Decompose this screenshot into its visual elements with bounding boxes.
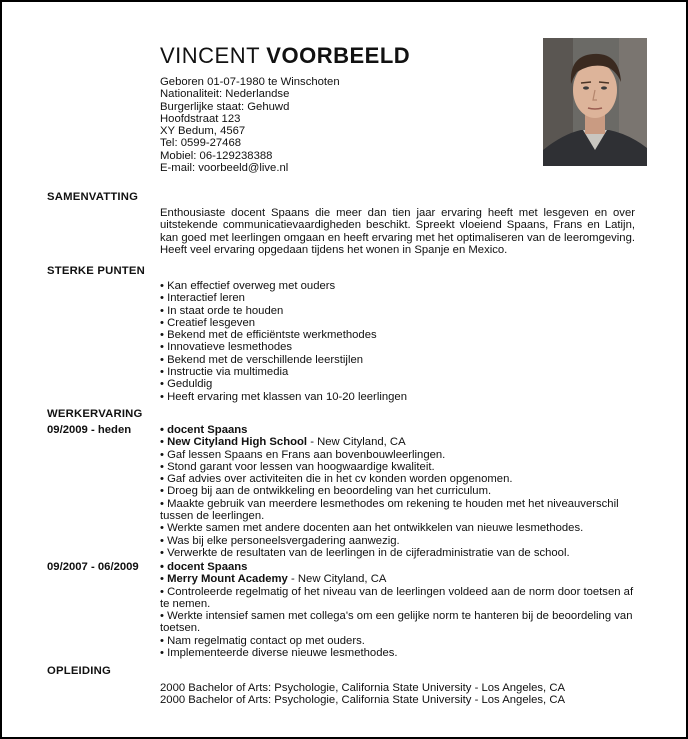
company-location: - New Cityland, CA bbox=[307, 436, 406, 449]
list-item: • Geduldig bbox=[160, 378, 635, 390]
company-location: - New Cityland, CA bbox=[287, 573, 387, 586]
list-item: • Stond garant voor lessen van hoogwaardige kwaliteit. bbox=[160, 461, 635, 473]
summary-text: Enthousiaste docent Spaans die meer dan tien jaar ervaring heeft met lesgeven en over uitstekende communicatievaardigheden beschikt. Spreekt vloeiend Spaans, Frans en Latijn, kan goed met leerlingen omgaan en heeft ervaring met het optimaliseren van de leeromgeving. Heeft veel ervaring opgedaan tijdens het wonen in Spanje en Mexico. bbox=[160, 207, 635, 256]
postal-city: XY Bedum, 4567 bbox=[160, 125, 246, 138]
last-name: VOORBEELD bbox=[266, 43, 411, 68]
job-dates: 09/2009 - heden bbox=[47, 424, 132, 436]
candidate-name bbox=[160, 42, 530, 70]
list-item: • Kan effectief overweg met ouders bbox=[160, 280, 635, 292]
list-item: • Innovatieve lesmethodes bbox=[160, 341, 635, 353]
list-item: • Implementeerde diverse nieuwe lesmethodes. bbox=[160, 647, 635, 659]
street-address: Hoofdstraat 123 bbox=[160, 112, 241, 125]
first-name: VINCENT bbox=[160, 43, 260, 68]
list-item: • Gaf lessen Spaans en Frans aan bovenbouwleerlingen. bbox=[160, 449, 635, 461]
list-item: • Instructie via multimedia bbox=[160, 366, 635, 378]
list-item: • Was bij elke personeelsvergadering aanwezig. bbox=[160, 535, 635, 547]
contact-details bbox=[160, 76, 530, 174]
list-item: • Bekend met de efficiëntste werkmethodes bbox=[160, 329, 635, 341]
list-item: • Werkte samen met andere docenten aan het ontwikkelen van nieuwe lesmethodes. bbox=[160, 522, 635, 534]
education-item: 2000 Bachelor of Arts: Psychologie, California State University - Los Angeles, CA bbox=[160, 682, 566, 694]
list-item: • Nam regelmatig contact op met ouders. bbox=[160, 635, 635, 647]
education-item: 2000 Bachelor of Arts: Psychologie, California State University - Los Angeles, CA bbox=[160, 694, 566, 707]
company-name: New Cityland High School bbox=[167, 436, 308, 449]
list-item: • Bekend met de verschillende leerstijlen bbox=[160, 354, 635, 366]
job-title: • docent Spaans bbox=[160, 424, 635, 436]
job-entry bbox=[160, 424, 635, 559]
list-item: • In staat orde te houden bbox=[160, 305, 635, 317]
strengths-list bbox=[160, 280, 635, 403]
job-dates: 09/2007 - 06/2009 bbox=[47, 561, 139, 573]
resume-header bbox=[160, 42, 530, 174]
list-item: • Heeft ervaring met klassen van 10-20 leerlingen bbox=[160, 391, 635, 403]
job-employer bbox=[160, 573, 635, 585]
job-entry bbox=[160, 561, 635, 659]
section-title-strengths: STERKE PUNTEN bbox=[47, 265, 146, 277]
list-item: • Creatief lesgeven bbox=[160, 317, 635, 329]
list-item: • Droeg bij aan de ontwikkeling en beoordeling van het curriculum. bbox=[160, 485, 635, 497]
list-item: • Maakte gebruik van meerdere lesmethodes om rekening te houden met het niveauverschil tussen de leerlingen. bbox=[160, 498, 635, 523]
list-item: • Werkte intensief samen met collega's om een gelijke norm te hanteren bij de beoordeling van toetsen. bbox=[160, 610, 635, 635]
nationality: Nationaliteit: Nederlandse bbox=[160, 88, 290, 101]
list-item: • Interactief leren bbox=[160, 292, 635, 304]
section-title-summary: SAMENVATTING bbox=[47, 191, 139, 203]
section-title-experience: WERKERVARING bbox=[47, 408, 143, 420]
birth-info: Geboren 01-07-1980 te Winschoten bbox=[160, 76, 340, 88]
job-title: • docent Spaans bbox=[160, 561, 635, 573]
section-title-education: OPLEIDING bbox=[47, 665, 111, 677]
list-item: • Gaf advies over activiteiten die in het cv konden worden opgenomen. bbox=[160, 473, 635, 485]
list-item: • Controleerde regelmatig of het niveau van de leerlingen voldeed aan de norm door toetsen af te nemen. bbox=[160, 586, 635, 611]
email: E-mail: voorbeeld@live.nl bbox=[160, 162, 289, 175]
job-employer bbox=[160, 436, 635, 448]
list-item: • Verwerkte de resultaten van de leerlingen in de cijferadministratie van de school. bbox=[160, 547, 635, 559]
mobile: Mobiel: 06-129238388 bbox=[160, 149, 273, 162]
education-list bbox=[160, 682, 635, 707]
company-name: Merry Mount Academy bbox=[167, 573, 288, 586]
marital-status: Burgerlijke staat: Gehuwd bbox=[160, 100, 290, 113]
phone: Tel: 0599-27468 bbox=[160, 137, 242, 150]
profile-photo bbox=[543, 38, 647, 166]
